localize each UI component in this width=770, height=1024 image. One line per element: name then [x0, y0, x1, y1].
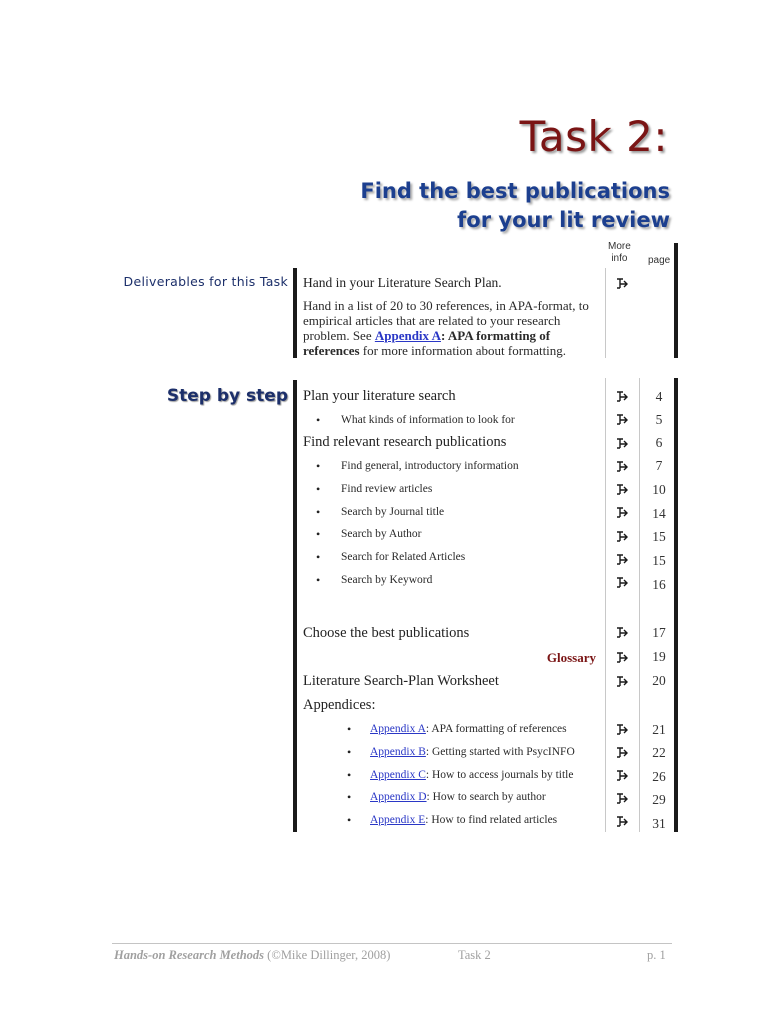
list-item: Search by Keyword [341, 574, 433, 586]
find-publications-item: Find relevant research publications [303, 434, 507, 450]
page-number: 29 [652, 792, 666, 807]
footer-page: p. 1 [647, 948, 666, 962]
bullet-dot: • [347, 813, 352, 827]
list-item [370, 769, 573, 781]
page-number: 26 [652, 769, 666, 784]
page-number: 31 [652, 816, 666, 831]
goto-page-icon[interactable] [614, 530, 630, 544]
page-number: 6 [655, 435, 663, 450]
goto-page-icon[interactable] [614, 792, 630, 806]
appendix-link[interactable]: Appendix B [370, 746, 426, 758]
appendix-desc: : How to find related articles [425, 814, 558, 826]
page-header: page [648, 255, 671, 266]
goto-page-icon[interactable] [614, 553, 630, 567]
goto-page-icon[interactable] [614, 626, 630, 640]
appendix-desc: : How to search by author [426, 791, 546, 803]
page-title: Task 2: [519, 112, 668, 161]
page-number: 15 [652, 529, 666, 544]
list-item: Search by Journal title [341, 506, 445, 518]
goto-page-icon[interactable] [614, 506, 630, 520]
goto-page-icon[interactable] [614, 437, 630, 451]
glossary-link[interactable]: Glossary [546, 650, 596, 665]
steps-right-bar [674, 378, 678, 832]
goto-page-icon[interactable] [614, 460, 630, 474]
appendix-link[interactable]: Appendix E [370, 814, 426, 826]
more-info-header-line-2: info [611, 253, 628, 264]
bullet-dot: • [347, 790, 352, 804]
page-number: 10 [652, 482, 666, 497]
appendix-desc: : How to access journals by title [425, 769, 574, 781]
page-number: 7 [655, 458, 663, 473]
page-number: 15 [652, 553, 666, 568]
page-number: 4 [655, 389, 663, 404]
steps-divider-1 [605, 378, 606, 832]
footer-book-title: Hands-on Research Methods [114, 948, 265, 962]
choose-publications-item: Choose the best publications [303, 625, 470, 641]
footer-author: (©Mike Dillinger, 2008) [264, 948, 391, 962]
footer-credit [114, 948, 390, 963]
subtitle-line-2: for your lit review [457, 208, 670, 232]
deliverables-right-bar [674, 243, 678, 358]
appendix-link[interactable]: Appendix A [370, 723, 426, 735]
worksheet-item: Literature Search-Plan Worksheet [303, 673, 499, 689]
goto-page-icon[interactable] [614, 483, 630, 497]
page-number: 20 [652, 673, 666, 688]
steps-divider-2 [639, 378, 640, 832]
list-item: Search for Related Articles [341, 551, 466, 563]
more-info-header-line-1: More [608, 241, 631, 252]
page-subtitle [360, 177, 670, 235]
subtitle-line-1: Find the best publications [360, 179, 670, 203]
list-item [370, 814, 557, 826]
bullet-dot: • [347, 745, 352, 759]
appendix-desc: : APA formatting of references [425, 723, 567, 735]
bullet-dot: • [316, 550, 321, 564]
page-number: 21 [652, 722, 666, 737]
kinds-info-item: What kinds of information to look for [341, 414, 515, 426]
page-number: 5 [655, 412, 663, 427]
footer-task: Task 2 [458, 948, 491, 962]
bullet-dot: • [316, 482, 321, 496]
page-number: 22 [652, 745, 666, 760]
list-item [370, 723, 567, 735]
bullet-dot: • [316, 413, 321, 427]
plan-search-item: Plan your literature search [303, 388, 456, 404]
deliverables-label: Deliverables for this Task [123, 274, 288, 289]
appendices-heading: Appendices: [303, 697, 376, 713]
goto-page-icon[interactable] [614, 815, 630, 829]
goto-page-icon[interactable] [614, 277, 630, 291]
bullet-dot: • [347, 722, 352, 736]
deliverable-2-bold: : APA formatting of references [303, 328, 551, 358]
bullet-dot: • [316, 505, 321, 519]
bullet-dot: • [316, 527, 321, 541]
goto-page-icon[interactable] [614, 746, 630, 760]
footer-rule [112, 943, 672, 944]
goto-page-icon[interactable] [614, 413, 630, 427]
goto-page-icon[interactable] [614, 769, 630, 783]
list-item: Find general, introductory information [341, 460, 519, 472]
goto-page-icon[interactable] [614, 675, 630, 689]
list-item [370, 746, 575, 758]
appendix-a-link[interactable]: Appendix A [374, 328, 441, 343]
bullet-dot: • [316, 573, 321, 587]
deliverables-divider [605, 268, 606, 358]
bullet-dot: • [316, 459, 321, 473]
list-item [370, 791, 546, 803]
deliverable-2-text: Hand in a list of 20 to 30 references, in APA-format, to empirical articles that are related to your research problem. See [303, 298, 589, 343]
page-number: 17 [652, 625, 666, 640]
page-number: 16 [652, 577, 666, 592]
deliverables-left-bar [293, 268, 297, 358]
page-number: 14 [652, 506, 666, 521]
list-item: Search by Author [341, 528, 422, 540]
more-info-header [608, 241, 631, 265]
bullet-dot: • [347, 768, 352, 782]
appendix-link[interactable]: Appendix C [370, 769, 426, 781]
list-item: Find review articles [341, 483, 433, 495]
page-number: 19 [652, 649, 666, 664]
steps-left-bar [293, 380, 297, 832]
step-by-step-label: Step by step [166, 386, 288, 406]
deliverable-2 [303, 298, 603, 358]
goto-page-icon[interactable] [614, 576, 630, 590]
deliverable-1: Hand in your Literature Search Plan. [303, 275, 502, 290]
deliverable-2-tail: for more information about formatting. [359, 343, 567, 358]
appendix-link[interactable]: Appendix D [370, 791, 427, 803]
goto-page-icon[interactable] [614, 651, 630, 665]
goto-page-icon[interactable] [614, 390, 630, 404]
appendix-desc: : Getting started with PsycINFO [425, 746, 575, 758]
goto-page-icon[interactable] [614, 723, 630, 737]
